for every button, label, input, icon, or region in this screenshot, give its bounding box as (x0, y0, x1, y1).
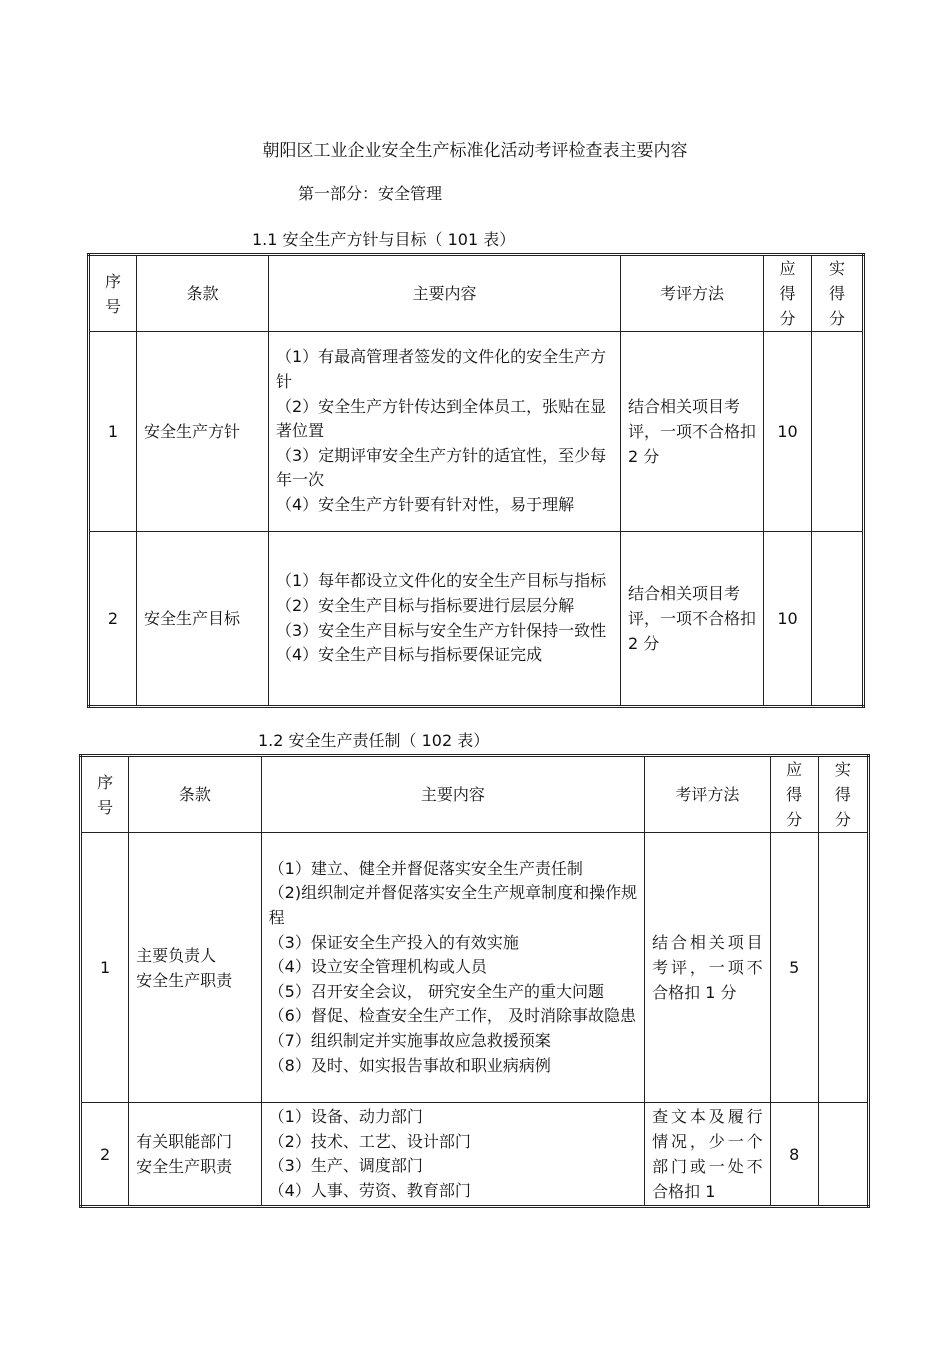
table-row (89, 532, 864, 707)
content-item: （1）每年都设立文件化的安全生产目标与指标 (276, 571, 607, 591)
header-due-score: 应 得 分 (764, 255, 812, 332)
content-item: （3）安全生产目标与安全生产方针保持一致性 (276, 620, 607, 640)
document-title: 朝阳区工业企业安全生产标准化活动考评检查表主要内容 (262, 141, 688, 161)
content-item: （7）组织制定并实施事故应急救援预案 (268, 1030, 551, 1050)
row-clause: 安全生产方针 (137, 332, 269, 532)
row-content (261, 1103, 644, 1207)
content-item: （4）人事、劳资、教育部门 (268, 1180, 471, 1200)
row-actual-score[interactable] (812, 332, 864, 532)
content-item: （4）安全生产目标与指标要保证完成 (276, 645, 543, 665)
row-content (269, 532, 621, 707)
content-item: （3）定期评审安全生产方针的适宜性，至少每年一次 (276, 445, 607, 490)
content-item: （1）设备、动力部门 (268, 1107, 423, 1126)
row-actual-score[interactable] (818, 1103, 868, 1207)
part-title: 第一部分：安全管理 (298, 184, 443, 203)
section-title-1-2: 1.2 安全生产责任制（ 102 表） (258, 731, 490, 750)
section-title-1-1: 1.1 安全生产方针与目标（ 101 表） (252, 230, 516, 249)
row-method: 结合相关项目考评，一项不合格扣 1 分 (645, 833, 770, 1103)
header-method: 考评方法 (645, 756, 770, 833)
content-item: （8）及时、如实报告事故和职业病病例 (268, 1055, 551, 1075)
content-item: （6）督促、检查安全生产工作， 及时消除事故隐患 (268, 1006, 636, 1026)
row-method: 结合相关项目考评，一项不合格扣 2 分 (621, 332, 764, 532)
content-item: （1）有最高管理者签发的文件化的安全生产方针 (276, 347, 607, 392)
header-due-score: 应 得 分 (770, 756, 818, 833)
row-seq: 1 (81, 833, 129, 1103)
content-item: （1）建立、健全并督促落实安全生产责任制 (268, 858, 583, 878)
header-actual-score: 实 得 分 (812, 255, 864, 332)
row-due-score: 5 (770, 833, 818, 1103)
row-due-score: 8 (770, 1103, 818, 1207)
table-header-row (89, 255, 864, 332)
row-due-score: 10 (764, 532, 812, 707)
content-item: （4）设立安全管理机构或人员 (268, 957, 487, 977)
table-row (81, 833, 869, 1103)
row-content (261, 833, 644, 1103)
row-actual-score[interactable] (812, 532, 864, 707)
header-actual-score: 实 得 分 (818, 756, 868, 833)
header-content: 主要内容 (269, 255, 621, 332)
content-item: （2）技术、工艺、设计部门 (268, 1131, 471, 1151)
row-content (269, 332, 621, 532)
table-row (81, 1103, 869, 1207)
table-102 (79, 754, 870, 1208)
table-101 (87, 253, 865, 708)
row-method: 查文本及履行情况，少一个部门或一处不合格扣 1 (645, 1103, 770, 1207)
content-item: （5）召开安全会议， 研究安全生产的重大问题 (268, 981, 604, 1001)
row-seq: 2 (81, 1103, 129, 1207)
row-method: 结合相关项目考评，一项不合格扣 2 分 (621, 532, 764, 707)
header-seq: 序 号 (89, 255, 137, 332)
row-due-score: 10 (764, 332, 812, 532)
content-item: （2）安全生产目标与指标要进行层层分解 (276, 595, 575, 615)
content-item: （4）安全生产方针要有针对性，易于理解 (276, 494, 575, 514)
header-clause: 条款 (137, 255, 269, 332)
header-content: 主要内容 (261, 756, 644, 833)
header-method: 考评方法 (621, 255, 764, 332)
table-header-row (81, 756, 869, 833)
row-clause: 有关职能部门 安全生产职责 (129, 1103, 262, 1207)
table-row (89, 332, 864, 532)
header-clause: 条款 (129, 756, 262, 833)
row-seq: 2 (89, 532, 137, 707)
row-actual-score[interactable] (818, 833, 868, 1103)
content-item: （2）安全生产方针传达到全体员工，张贴在显著位置 (276, 396, 607, 441)
row-seq: 1 (89, 332, 137, 532)
row-clause: 安全生产目标 (137, 532, 269, 707)
content-item: （3）保证安全生产投入的有效实施 (268, 932, 519, 952)
content-item: （3）生产、调度部门 (268, 1156, 423, 1176)
row-clause: 主要负责人 安全生产职责 (129, 833, 262, 1103)
content-item: （2)组织制定并督促落实安全生产规章制度和操作规程 (268, 883, 638, 928)
header-seq: 序 号 (81, 756, 129, 833)
